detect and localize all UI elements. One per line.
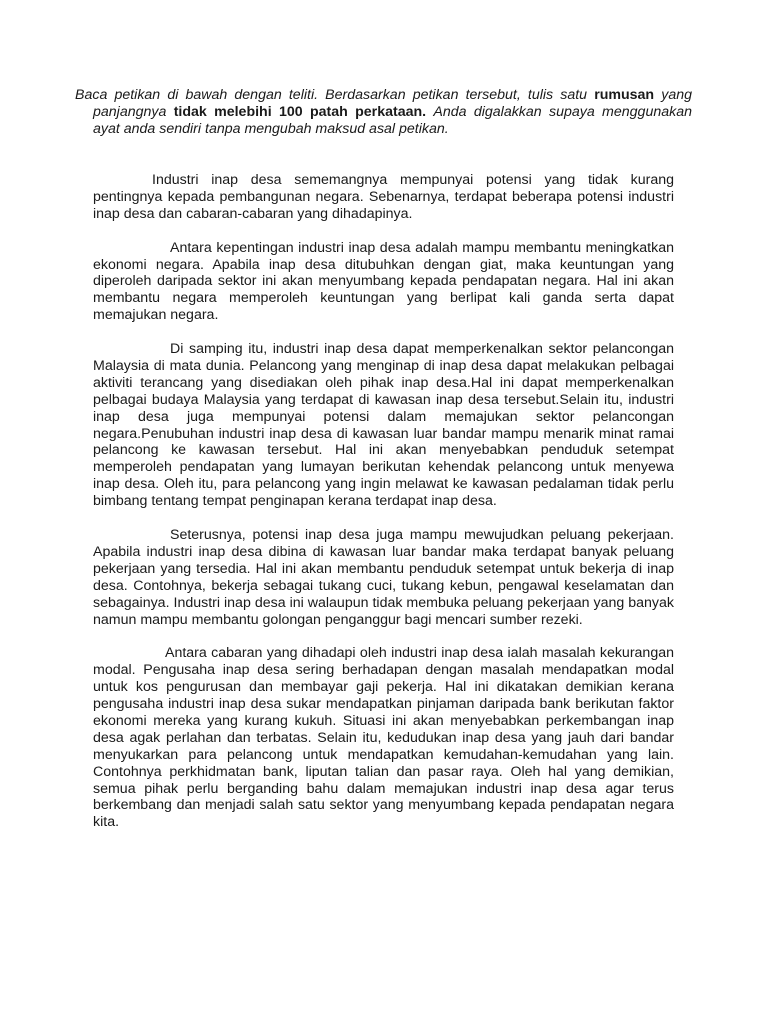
passage-paragraph-jobs: Seterusnya, potensi inap desa juga mampu mewujudkan peluang pekerjaan. Apabila industri inap desa dibina di kawasan luar bandar maka terdapat banyak peluang pekerjaan yang tersedia. Hal ini akan membantu penduduk setempat untuk bekerja di inap desa. Contohnya, bekerja sebagai tukang cuci, tukang kebun, pengawal keselamatan dan sebagainya. Industri inap desa ini walaupun tidak membuka peluang pekerjaan yang banyak namun mampu membantu golongan penganggur bagi mencari sumber rezeki. (93, 526, 674, 628)
passage-paragraph-challenges: Antara cabaran yang dihadapi oleh industri inap desa ialah masalah kekurangan modal. Pengusaha inap desa sering berhadapan dengan masalah mendapatkan modal untuk kos pengurusan dan membayar gaji pekerja. Hal ini dikatakan demikian kerana pengusaha industri inap desa sukar mendapatkan pinjaman daripada bank berikutan faktor ekonomi mereka yang kurang kukuh. Situasi ini akan menyebabkan perkembangan inap desa agak perlahan dan terbatas. Selain itu, kedudukan inap desa yang jauh dari bandar menyukarkan para pelancong untuk mendapatkan kemudahan-kemudahan yang lain. Contohnya perkhidmatan bank, liputan talian dan pasar raya. Oleh hal yang demikian, semua pihak perlu berganding bahu dalam memajukan industri inap desa agar terus berkembang dan menjadi salah satu sektor yang menyumbang kepada pendapatan negara kita. (93, 645, 674, 831)
passage-paragraph-tourism: Di samping itu, industri inap desa dapat memperkenalkan sektor pelancongan Malaysia di mata dunia. Pelancong yang menginap di inap desa dapat melakukan pelbagai aktiviti terancang yang disediakan oleh pihak inap desa.Hal ini dapat memperkenalkan pelbagai budaya Malaysia yang terdapat di kawasan inap desa tersebut.Selain itu, industri inap desa juga mempunyai potensi dalam memajukan sektor pelancongan negara.Penubuhan industri inap desa di kawasan luar bandar mampu menarik minat ramai pelancong ke kawasan tersebut. Hal ini akan menyebabkan penduduk setempat memperoleh pendapatan yang lumayan berikutan kehendak pelancong untuk menyewa inap desa. Oleh itu, para pelancong yang ingin melawat ke kawasan pedalaman tidak perlu bimbang tentang tempat penginapan kerana terdapat inap desa. (93, 341, 674, 510)
instruction-part-2: yang panjangnya (93, 87, 692, 120)
passage-paragraph-intro: Industri inap desa sememangnya mempunyai potensi yang tidak kurang pentingnya kepada pembangunan negara. Sebenarnya, terdapat beberapa potensi industri inap desa dan cabaran-cabaran yang dihadapinya. (93, 172, 674, 222)
instruction-text (75, 87, 692, 138)
instruction-part-3: Anda digalakkan supaya menggunakan ayat anda sendiri tanpa mengubah maksud asal petikan. (93, 104, 692, 137)
passage-paragraph-economy: Antara kepentingan industri inap desa adalah mampu membantu meningkatkan ekonomi negara. Apabila inap desa ditubuhkan dengan giat, maka keuntungan yang diperoleh daripada sektor ini akan menyumbang kepada pendapatan negara. Hal ini akan membantu negara memperoleh keuntungan yang berlipat kali ganda serta dapat memajukan negara. (93, 239, 674, 324)
instruction-keyword-rumusan: rumusan (594, 87, 655, 103)
instruction-part-1: Baca petikan di bawah dengan teliti. Berdasarkan petikan tersebut, tulis satu (75, 87, 588, 103)
instruction-word-limit: tidak melebihi 100 patah perkataan. (173, 104, 427, 120)
passage (93, 172, 674, 848)
